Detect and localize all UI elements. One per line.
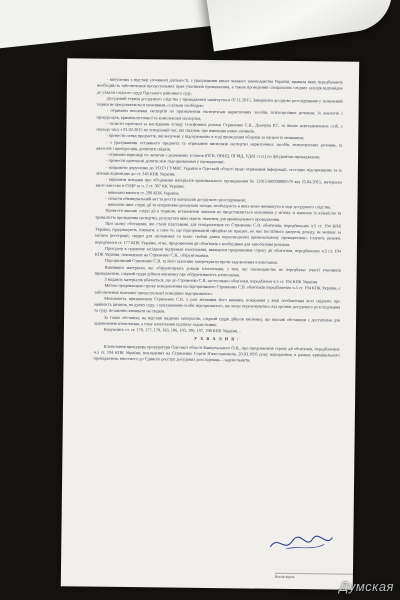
background-paper-sheet <box>0 0 213 50</box>
paragraph-17: Вивчивши матеріали, які обґрунтовують доводи клопотання, з тим, що законодавство не передбачає участі учасників провадження, слідчий суддя дійшов висновку про обґрунтованість клопотання. <box>94 264 341 278</box>
paragraph-22: Керуючись ст. ст. 176, 177, 178, 183, 186, 193, 196, 197, 198 КПК України, - <box>103 326 241 334</box>
handwritten-signature <box>266 531 336 556</box>
paragraph-8: - направити доручення до УОТЗ ГУМВС України в Одеській області щодо отримання інформації, стосовно підозрюваних та їх зв'язків відповідно до ст. 246 КПК України; <box>95 164 342 177</box>
paragraph-19: Метою продовження строку повідомлення на підозрюваного Стрименко С.В. обов'язків передбачених ч.5 ст. 194 КПК України, є забезпечення належної процесуальної поведінки підозрюваного. <box>94 282 341 296</box>
paragraph-16: Підозрюваний Стрименко С.В. та його захисник заперечували проти задоволення клопотання. <box>104 257 278 266</box>
paragraph-11: - скласти обвинувальний акт та реєстр матеріалів досудового розслідування; <box>105 195 246 203</box>
document-body <box>94 77 343 365</box>
paragraph-18: З наданих матеріалів вбачається, що до Стрименко С.В. застосовано обов'язки, передбачені ч.5 ст. 194 КПК України. <box>104 276 319 285</box>
court-document-page <box>61 58 359 590</box>
paragraph-4: - провести огляд предметів, які вилучені у підозрюваних в ході проведення обшуків за місцем їх мешкання; <box>106 132 304 141</box>
paragraph-13: Провести вказані слідчі дії в терміни, встановлені законом не представляється можливим у зв'язку зі значною їх кількістю та тривалістю проведення експертиз, результати яких мають значення для кримінального провадження. <box>95 207 342 222</box>
decision-text: Клопотання прокурора прокуратури Одеської області Какиульського О.В., про продовження строку дії обов'язків, передбачених ч.5 ст. 194 КПК України, покладених на Стрименко Сергія В'ячеславовича, 20.03.1995 року народження, в рамках кримінального провадження, внесеного до Єдиного реєстру досудових розслідувань – задовольнити. <box>93 343 340 363</box>
paragraph-6: - отримати відповіді по запитам з державних установ (ОГВ, ОВНД, ОГМД, УДАІ і т.п.) по фігурантам провадження; <box>106 151 321 160</box>
footer-note: Копія вірна <box>275 573 355 585</box>
watermark-text: Думская <box>339 579 394 594</box>
paragraph-1: Досудовий термін досудового слідства у провадженні закінчується 07.11.2015. Завершити досудове розслідування у зазначений термін не представляється можливим, оскільки необхідно: <box>96 95 343 108</box>
paragraph-0: - вилучених з підставі злочинної діяльності, з урахуванням вимог чинного законодавства України, правила яких передбачають необхідність забезпечення процесуальних прав учасників провадження, а також проведення спеціальних слідчих заходів відповідно до ухвали слідчого судді Одеського районного суду. <box>96 76 343 96</box>
paragraph-12: - виконати інші слідчі дії та оперативно-розшукові заходи, необхідність в яких може виникнути в ході досудового слідства. <box>105 201 332 210</box>
paragraph-21: За таких обставин, на підставі наданих матеріалів, слідчий суддя дійшов висновку, що вказані обставини є достатніми для задоволення клопотання, а тому клопотання підлягає задоволенню. <box>93 314 341 327</box>
paragraph-10: - виконати вимоги ст. 290 КПК України; <box>105 189 180 196</box>
paragraph-14: При цьому обставини, які стали підставами для повідомлення по Стрименко С.В. обов'язків, передбачених ч.5 ст. 194 КПК України, продовжують існувати, а саме те, що підозрюваний офіційно не працює, не має постійного джерела доходу, не мешкає за місцем реєстрації, свідки для звільнення та може своїми діями перешкоджати кримінальному провадженню. Існують ризики, передбачені ст. 177 КПК України, отже, продовження дії обов'язків є необхідним для запобігання ризикам. <box>94 220 342 247</box>
paragraph-7: - провести одночасні допити між підозрюваними у провадженні; <box>105 157 225 165</box>
paragraph-2: - отримати висновки експертів по призначеним експертизам наркотичних засобів, психотропних речовин, їх аналогів і прекурсорів, криміналістичної та комплексної експертиз; <box>96 107 343 121</box>
paragraph-15: Прокурор в судовому засіданні підтримав клопотання, вважаючи продовження строку дії обов'язків, передбачених ч.5 ст. 194 КПК України, покладених на Стрименко С.В., обґрунтованим. <box>94 245 341 258</box>
decision-heading: У Х В А Л И В : <box>193 336 240 342</box>
paragraph-9: - вирішити питання про об'єднання матеріалів кримінального провадження № 12015160030000570 від 25.04.2015, матеріали якого внесено в ЄРДР за ч. 2 ст. 307 КК України; <box>95 176 342 189</box>
paragraph-3: - скласти протокол за наслідками огляду телефонних розмов Стрименко С.В., Демчука Р.С. та інших невстановлених осіб, з періоду часу з 01.02.2015 по теперішній час, які свідчать про вчинення ними злочинів. <box>96 120 343 134</box>
paragraph-5: - з урахуванням останнього предмета та отримання висновків експертиз наркотичних засобів, психотропних речовин, їх аналогів і прекурсорів, допитати свідків; <box>96 139 343 152</box>
curled-paper-corner <box>205 0 397 51</box>
paragraph-20: Можливість призначення Стрименко С.В. у разі визнання його винним, покарання у виді позбавлення волі свідчить про наявність ризиків, на думку суду, з урахуванням особи підозрюваного, що може переховуватись від органів досудового розслідування та суду, незаконно впливати на свідків. <box>94 295 341 314</box>
